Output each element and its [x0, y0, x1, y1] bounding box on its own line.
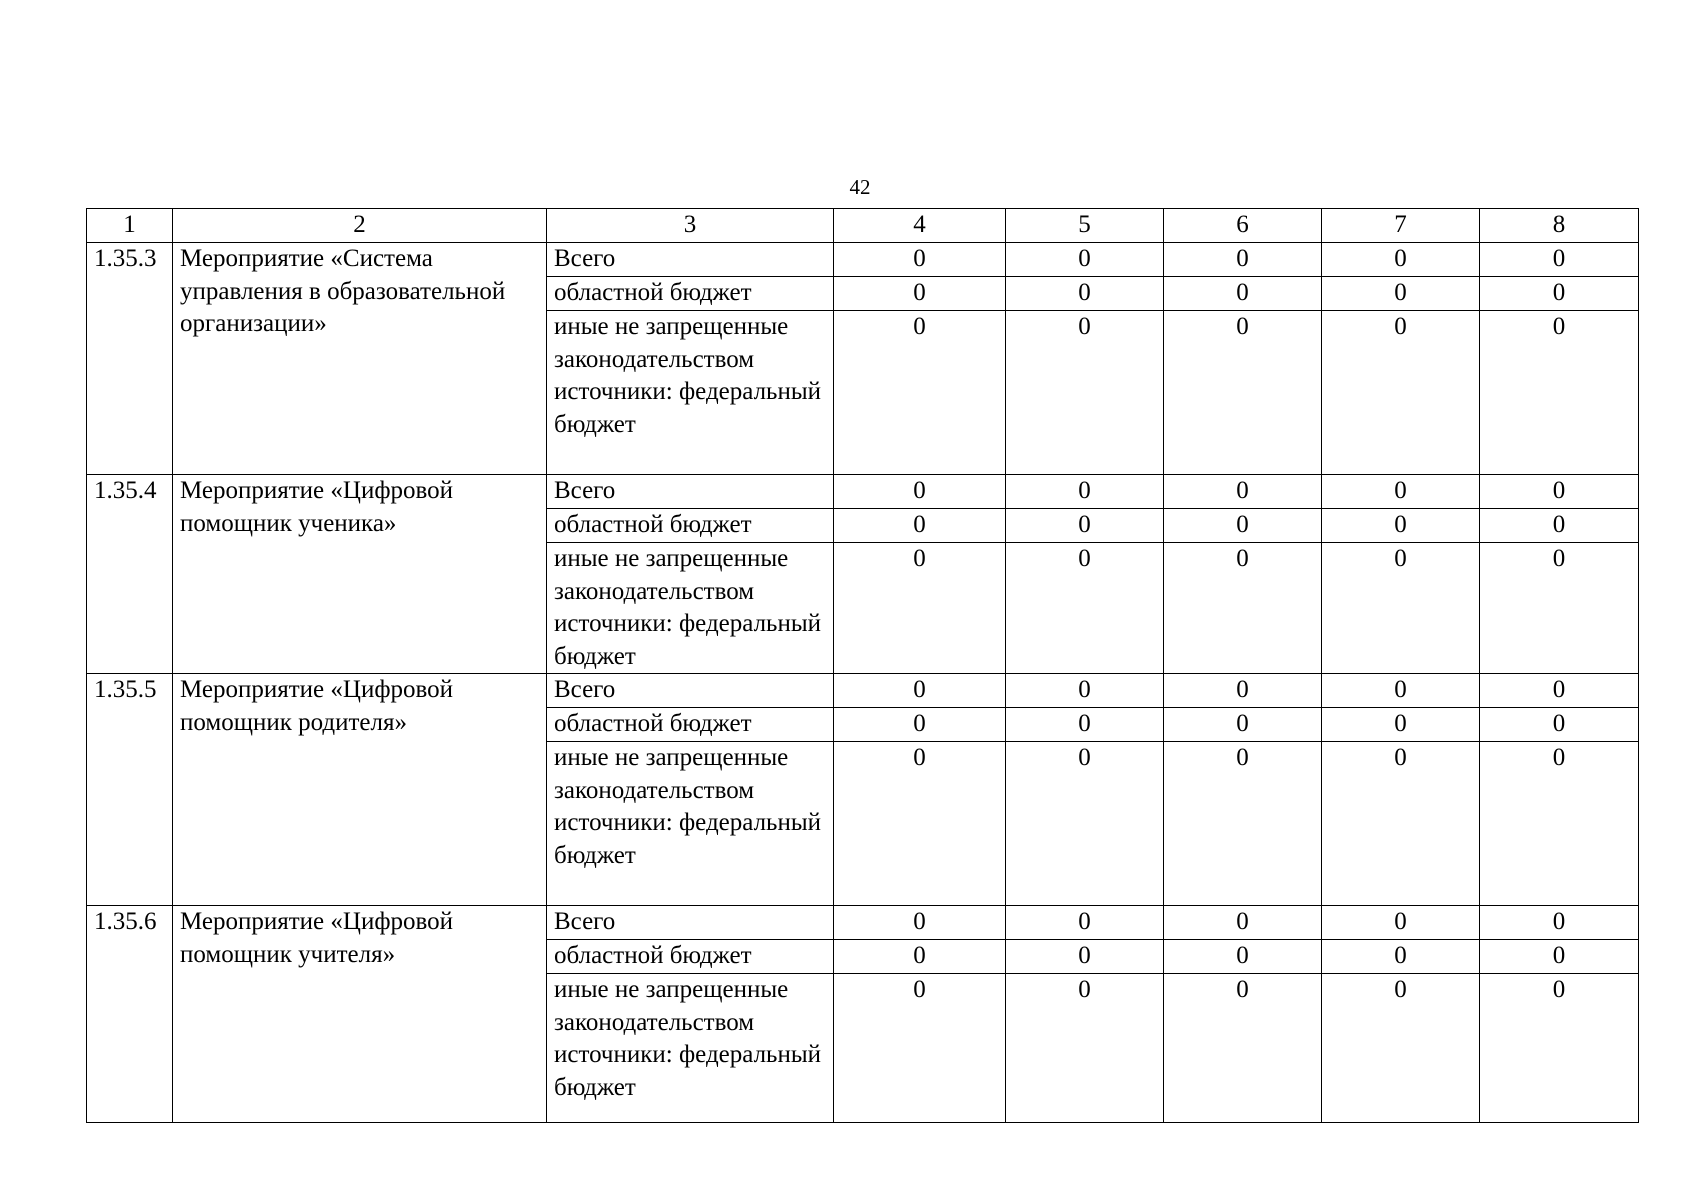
value-cell: 0: [834, 940, 1006, 974]
value-cell: 0: [1164, 674, 1322, 708]
value-cell: 0: [1164, 742, 1322, 906]
value-cell: 0: [1164, 940, 1322, 974]
value-cell: 0: [834, 277, 1006, 311]
source-label: областной бюджет: [547, 708, 834, 742]
table-row: [87, 475, 1639, 509]
value-cell: 0: [1006, 708, 1164, 742]
item-number: 1.35.3: [87, 243, 173, 475]
item-title: Мероприятие «Цифровой помощник ученика»: [173, 475, 547, 674]
source-label: иные не запрещенные законодательством источники: федеральный бюджет: [547, 543, 834, 674]
value-cell: 0: [1480, 277, 1639, 311]
page-number: 42: [849, 175, 871, 199]
source-label: Всего: [547, 906, 834, 940]
source-label: иные не запрещенные законодательством источники: федеральный бюджет: [547, 742, 834, 906]
value-cell: 0: [1480, 906, 1639, 940]
value-cell: 0: [834, 243, 1006, 277]
value-cell: 0: [1322, 543, 1480, 674]
source-label: Всего: [547, 674, 834, 708]
value-cell: 0: [834, 475, 1006, 509]
value-cell: 0: [1006, 674, 1164, 708]
value-cell: 0: [1006, 543, 1164, 674]
value-cell: 0: [834, 906, 1006, 940]
value-cell: 0: [1480, 708, 1639, 742]
item-number: 1.35.6: [87, 906, 173, 1123]
value-cell: 0: [1006, 509, 1164, 543]
value-cell: 0: [1480, 543, 1639, 674]
value-cell: 0: [1480, 742, 1639, 906]
source-label: иные не запрещенные законодательством источники: федеральный бюджет: [547, 311, 834, 475]
value-cell: 0: [834, 674, 1006, 708]
table-row: [87, 243, 1639, 277]
value-cell: 0: [1006, 475, 1164, 509]
value-cell: 0: [1480, 974, 1639, 1123]
value-cell: 0: [1164, 311, 1322, 475]
value-cell: 0: [834, 974, 1006, 1123]
value-cell: 0: [834, 311, 1006, 475]
value-cell: 0: [1480, 243, 1639, 277]
item-title: Мероприятие «Цифровой помощник родителя»: [173, 674, 547, 906]
value-cell: 0: [1164, 475, 1322, 509]
value-cell: 0: [1164, 543, 1322, 674]
value-cell: 0: [1006, 243, 1164, 277]
value-cell: 0: [1164, 243, 1322, 277]
value-cell: 0: [1164, 906, 1322, 940]
table-row: [87, 674, 1639, 708]
value-cell: 0: [834, 708, 1006, 742]
value-cell: 0: [1322, 509, 1480, 543]
header-row: [87, 209, 1639, 243]
item-title: Мероприятие «Цифровой помощник учителя»: [173, 906, 547, 1123]
value-cell: 0: [1322, 277, 1480, 311]
value-cell: 0: [1322, 475, 1480, 509]
value-cell: 0: [1480, 940, 1639, 974]
value-cell: 0: [1164, 277, 1322, 311]
source-label: областной бюджет: [547, 509, 834, 543]
header-cell: 3: [547, 209, 834, 243]
value-cell: 0: [1164, 708, 1322, 742]
item-number: 1.35.5: [87, 674, 173, 906]
value-cell: 0: [1322, 906, 1480, 940]
source-label: иные не запрещенные законодательством источники: федеральный бюджет: [547, 974, 834, 1123]
value-cell: 0: [1322, 243, 1480, 277]
value-cell: 0: [1322, 708, 1480, 742]
value-cell: 0: [1480, 674, 1639, 708]
value-cell: 0: [834, 742, 1006, 906]
value-cell: 0: [1006, 940, 1164, 974]
value-cell: 0: [1480, 509, 1639, 543]
item-number: 1.35.4: [87, 475, 173, 674]
header-cell: 8: [1480, 209, 1639, 243]
header-cell: 1: [87, 209, 173, 243]
value-cell: 0: [1322, 974, 1480, 1123]
value-cell: 0: [834, 509, 1006, 543]
value-cell: 0: [1480, 475, 1639, 509]
value-cell: 0: [1322, 742, 1480, 906]
value-cell: 0: [1322, 674, 1480, 708]
value-cell: 0: [1006, 906, 1164, 940]
source-label: областной бюджет: [547, 940, 834, 974]
value-cell: 0: [1006, 742, 1164, 906]
value-cell: 0: [1164, 974, 1322, 1123]
value-cell: 0: [1006, 974, 1164, 1123]
budget-table: [86, 208, 1639, 1123]
value-cell: 0: [1164, 509, 1322, 543]
value-cell: 0: [834, 543, 1006, 674]
source-label: областной бюджет: [547, 277, 834, 311]
value-cell: 0: [1480, 311, 1639, 475]
table-row: [87, 906, 1639, 940]
header-cell: 5: [1006, 209, 1164, 243]
header-cell: 2: [173, 209, 547, 243]
item-title: Мероприятие «Система управления в образовательной организации»: [173, 243, 547, 475]
value-cell: 0: [1322, 940, 1480, 974]
value-cell: 0: [1006, 311, 1164, 475]
source-label: Всего: [547, 475, 834, 509]
source-label: Всего: [547, 243, 834, 277]
header-cell: 7: [1322, 209, 1480, 243]
header-cell: 4: [834, 209, 1006, 243]
header-cell: 6: [1164, 209, 1322, 243]
value-cell: 0: [1006, 277, 1164, 311]
value-cell: 0: [1322, 311, 1480, 475]
